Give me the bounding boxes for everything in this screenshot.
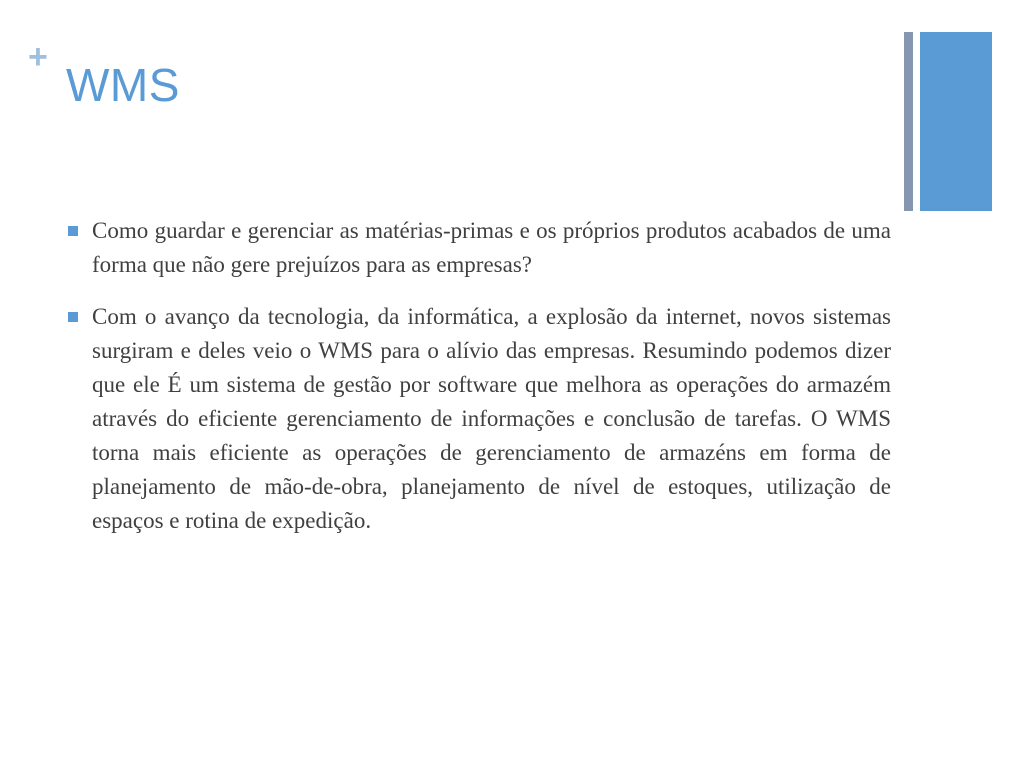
slide-content [68,214,891,556]
bullet-item [68,300,891,538]
square-bullet-icon [68,226,78,236]
slide-title: WMS [66,59,180,111]
bullet-text: Com o avanço da tecnologia, da informática, a explosão da internet, novos sistemas surgiram e deles veio o WMS para o alívio das empresas. Resumindo podemos dizer que ele É um sistema de gestão por software que melhora as operações do armazém através do eficiente gerenciamento de informações e conclusão de tarefas. O WMS torna mais eficiente as operações de gerenciamento de armazéns em forma de planejamento de mão-de-obra, planejamento de nível de estoques, utilização de espaços e rotina de expedição. [92,304,891,533]
bullet-item [68,214,891,282]
accent-bar-thin [904,32,913,211]
square-bullet-icon [68,312,78,322]
plus-decoration-icon: + [28,38,48,76]
accent-bar-wide [920,32,992,211]
bullet-text: Como guardar e gerenciar as matérias-primas e os próprios produtos acabados de uma forma que não gere prejuízos para as empresas? [92,218,891,277]
